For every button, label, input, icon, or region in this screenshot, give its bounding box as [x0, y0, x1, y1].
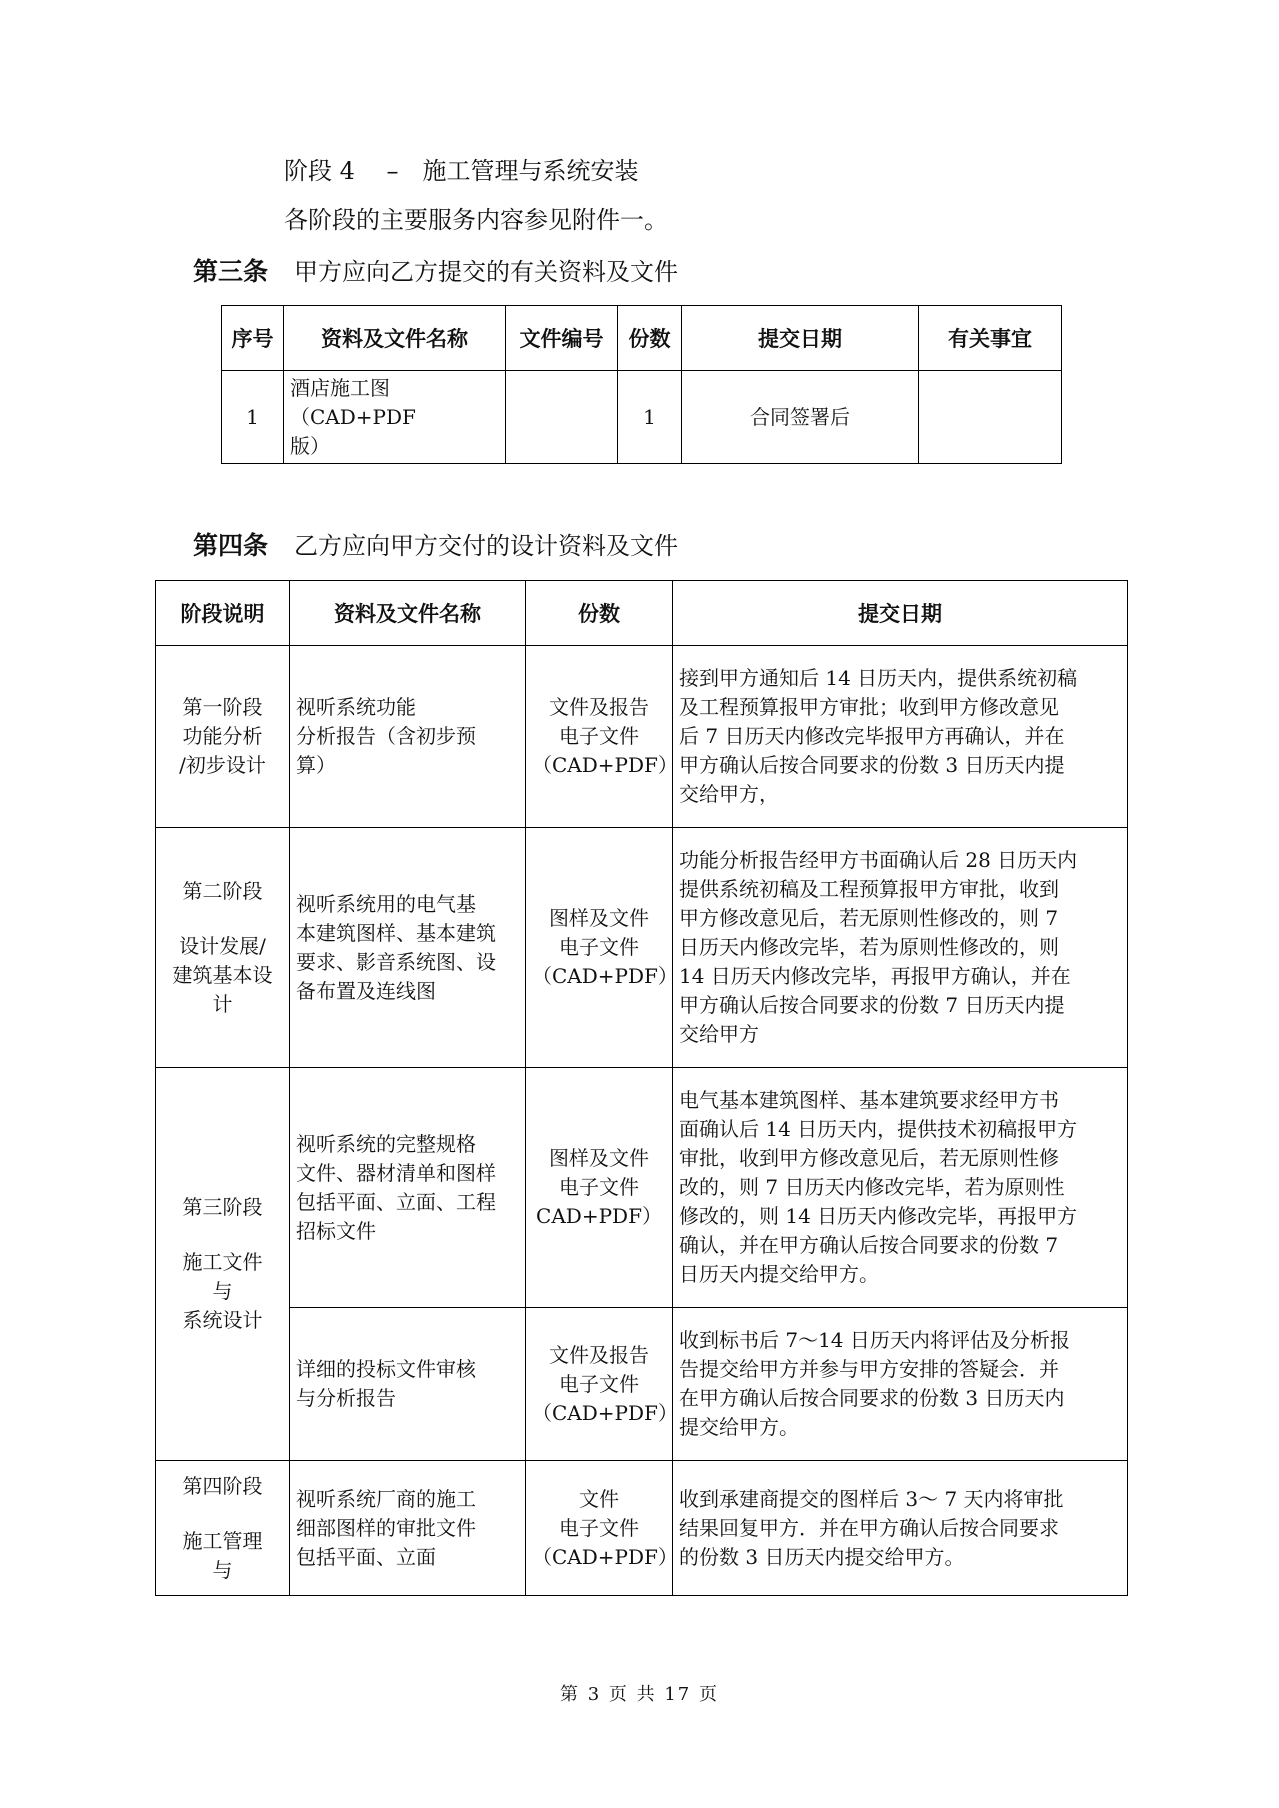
date-line: 结果回复甲方．并在甲方确认后按合同要求: [679, 1515, 1059, 1540]
date-line: 甲方确认后按合同要求的份数 3 日历天内提: [679, 753, 1065, 777]
article3-header-row: [222, 306, 1062, 371]
stage1-date: [673, 646, 1128, 828]
copies-line: 文件及报告: [549, 1342, 649, 1367]
date-line: 修改的，则 14 日历天内修改完毕，再报甲方: [679, 1204, 1078, 1228]
date-line: 告提交给甲方并参与甲方安排的答疑会．并: [679, 1357, 1059, 1381]
copies-line: 电子文件: [559, 1515, 639, 1540]
article4-number: 第四条: [193, 531, 269, 560]
article3-title: 甲方应向乙方提交的有关资料及文件: [294, 258, 679, 286]
header-name: 资料及文件名称: [290, 581, 526, 646]
name-line: 细部图样的审批文件: [296, 1515, 476, 1540]
date-line: 收到承建商提交的图样后 3～ 7 天内将审批: [679, 1486, 1064, 1511]
date-line: 接到甲方通知后 14 日历天内，提供系统初稿: [679, 666, 1078, 690]
copies-line: 电子文件: [559, 724, 639, 748]
table-row: [222, 371, 1062, 464]
cell-name: [284, 371, 506, 464]
reference-line: 各阶段的主要服务内容参见附件一。: [284, 206, 668, 234]
name-line: 视听系统用的电气基: [296, 891, 476, 916]
stage4-row: [156, 1461, 1128, 1596]
stage-line: 系统设计: [182, 1308, 263, 1332]
date-line: 电气基本建筑图样、基本建筑要求经甲方书: [679, 1088, 1059, 1112]
stage1-label: [156, 646, 290, 828]
stage-line: 第四阶段: [182, 1473, 263, 1498]
cell-seq: 1: [222, 371, 284, 464]
stage1-name: [290, 646, 526, 828]
stage-line: 计: [212, 991, 233, 1016]
date-line: 收到标书后 7～14 日历天内将评估及分析报: [679, 1328, 1070, 1352]
name-line: 视听系统的完整规格: [296, 1131, 476, 1156]
name-line: 分析报告（含初步预: [296, 724, 476, 748]
header-date: 提交日期: [673, 581, 1128, 646]
date-line: 功能分析报告经甲方书面确认后 28 日历天内: [679, 848, 1078, 872]
copies-line: 电子文件: [559, 935, 639, 959]
stage-line: 设计发展/: [179, 933, 266, 958]
date-line: 日历天内提交给甲方。: [679, 1262, 879, 1286]
stage3a-name: [290, 1068, 526, 1308]
stage2-copies: [526, 828, 678, 1068]
stage-line: /初步设计: [179, 753, 266, 777]
stage2-name: [290, 828, 526, 1068]
stage4-name: [290, 1461, 526, 1596]
stage3-label: [156, 1068, 290, 1461]
copies-line: （CAD+PDF）: [532, 1544, 678, 1569]
article4-heading: [193, 531, 678, 561]
cell-remarks: [919, 371, 1062, 464]
cell-code: [506, 371, 618, 464]
article3-table: [221, 305, 1062, 464]
copies-line: 电子文件: [559, 1371, 639, 1396]
date-line: 后 7 日历天内修改完毕报甲方再确认，并在: [679, 724, 1065, 748]
stage3b-copies: [526, 1308, 678, 1461]
name-line: 包括平面、立面: [296, 1544, 436, 1569]
stage3a-date: [673, 1068, 1128, 1308]
date-line: 提交给甲方。: [679, 1415, 799, 1439]
stage-line: 与: [212, 1557, 233, 1582]
header-name: 资料及文件名称: [284, 306, 506, 371]
date-line: 提供系统初稿及工程预算报甲方审批，收到: [679, 877, 1059, 901]
stage4-copies: [526, 1461, 678, 1596]
stage3-row-b: [156, 1308, 1128, 1461]
article4-header-row: [156, 581, 1128, 646]
date-line: 交给甲方: [679, 1022, 759, 1046]
date-line: 审批，收到甲方修改意见后，若无原则性修: [679, 1146, 1059, 1170]
name-line: 详细的投标文件审核: [296, 1357, 476, 1381]
cell-copies: 1: [618, 371, 682, 464]
header-date: 提交日期: [682, 306, 919, 371]
date-line: 甲方修改意见后，若无原则性修改的，则 7: [679, 906, 1059, 930]
date-line: 及工程预算报甲方审批；收到甲方修改意见: [679, 695, 1059, 719]
copies-line: （CAD+PDF）: [532, 1400, 678, 1425]
stage2-row: [156, 828, 1128, 1068]
name-line: 文件、器材清单和图样: [296, 1160, 496, 1185]
cell-name-line: 版）: [290, 433, 330, 458]
header-copies: 份数: [526, 581, 673, 646]
header-seq: 序号: [222, 306, 284, 371]
header-copies: 份数: [618, 306, 682, 371]
cell-name-line: 酒店施工图（CAD+PDF: [290, 375, 416, 429]
cell-date: 合同签署后: [682, 371, 919, 464]
header-code: 文件编号: [506, 306, 618, 371]
stage-line: 第三阶段: [182, 1195, 263, 1219]
date-line: 交给甲方，: [679, 782, 779, 806]
stage-line: 施工管理: [182, 1528, 263, 1553]
name-line: 招标文件: [296, 1218, 376, 1243]
stage-line: 与: [212, 1279, 233, 1303]
stage4-label: [156, 1461, 290, 1596]
copies-line: CAD+PDF）: [536, 1204, 662, 1228]
copies-line: （CAD+PDF）: [532, 753, 678, 777]
header-remarks: 有关事宜: [919, 306, 1062, 371]
name-line: 备布置及连线图: [296, 978, 436, 1003]
copies-line: （CAD+PDF）: [532, 964, 678, 988]
stage1-row: [156, 646, 1128, 828]
copies-line: 图样及文件: [549, 906, 649, 930]
name-line: 本建筑图样、基本建筑: [296, 920, 496, 945]
date-line: 确认，并在甲方确认后按合同要求的份数 7: [679, 1233, 1059, 1257]
name-line: 要求、影音系统图、设: [296, 949, 496, 974]
date-line: 甲方确认后按合同要求的份数 7 日历天内提: [679, 993, 1065, 1017]
copies-line: 图样及文件: [549, 1146, 649, 1170]
date-line: 日历天内修改完毕，若为原则性修改的，则: [679, 935, 1059, 959]
header-stage: 阶段说明: [156, 581, 290, 646]
name-line: 与分析报告: [296, 1386, 396, 1410]
stage-line: 施工文件: [182, 1250, 263, 1274]
name-line: 包括平面、立面、工程: [296, 1189, 496, 1214]
date-line: 的份数 3 日历天内提交给甲方。: [679, 1544, 965, 1569]
stage-line: 第二阶段: [182, 878, 263, 903]
article3-heading: [193, 257, 678, 287]
date-line: 改的，则 7 日历天内修改完毕，若为原则性: [679, 1175, 1065, 1199]
date-line: 面确认后 14 日历天内，提供技术初稿报甲方: [679, 1117, 1078, 1141]
stage1-copies: [526, 646, 678, 828]
stage-line: 第一阶段: [182, 695, 263, 719]
stage2-label: [156, 828, 290, 1068]
stage3-row-a: [156, 1068, 1128, 1308]
copies-line: 文件: [579, 1486, 619, 1511]
article4-title: 乙方应向甲方交付的设计资料及文件: [294, 532, 679, 560]
article4-table: [155, 580, 1128, 1596]
stage4-date: [673, 1461, 1128, 1596]
date-line: 14 日历天内修改完毕，再报甲方确认，并在: [679, 964, 1071, 988]
article3-number: 第三条: [193, 257, 269, 286]
stage3b-date: [673, 1308, 1128, 1461]
stage-line: 建筑基本设: [172, 962, 273, 987]
stage2-date: [673, 828, 1128, 1068]
stage3a-copies: [526, 1068, 673, 1308]
name-line: 视听系统厂商的施工: [296, 1486, 476, 1511]
copies-line: 文件及报告: [549, 695, 649, 719]
stage3b-name: [290, 1308, 526, 1461]
copies-line: 电子文件: [559, 1175, 639, 1199]
page-footer: 第 3 页 共 17 页: [560, 1684, 719, 1705]
name-line: 算）: [296, 753, 336, 777]
stage4-line: 阶段 4 – 施工管理与系统安装: [284, 157, 639, 185]
stage-line: 功能分析: [182, 724, 263, 748]
date-line: 在甲方确认后按合同要求的份数 3 日历天内: [679, 1386, 1065, 1410]
name-line: 视听系统功能: [296, 695, 416, 719]
